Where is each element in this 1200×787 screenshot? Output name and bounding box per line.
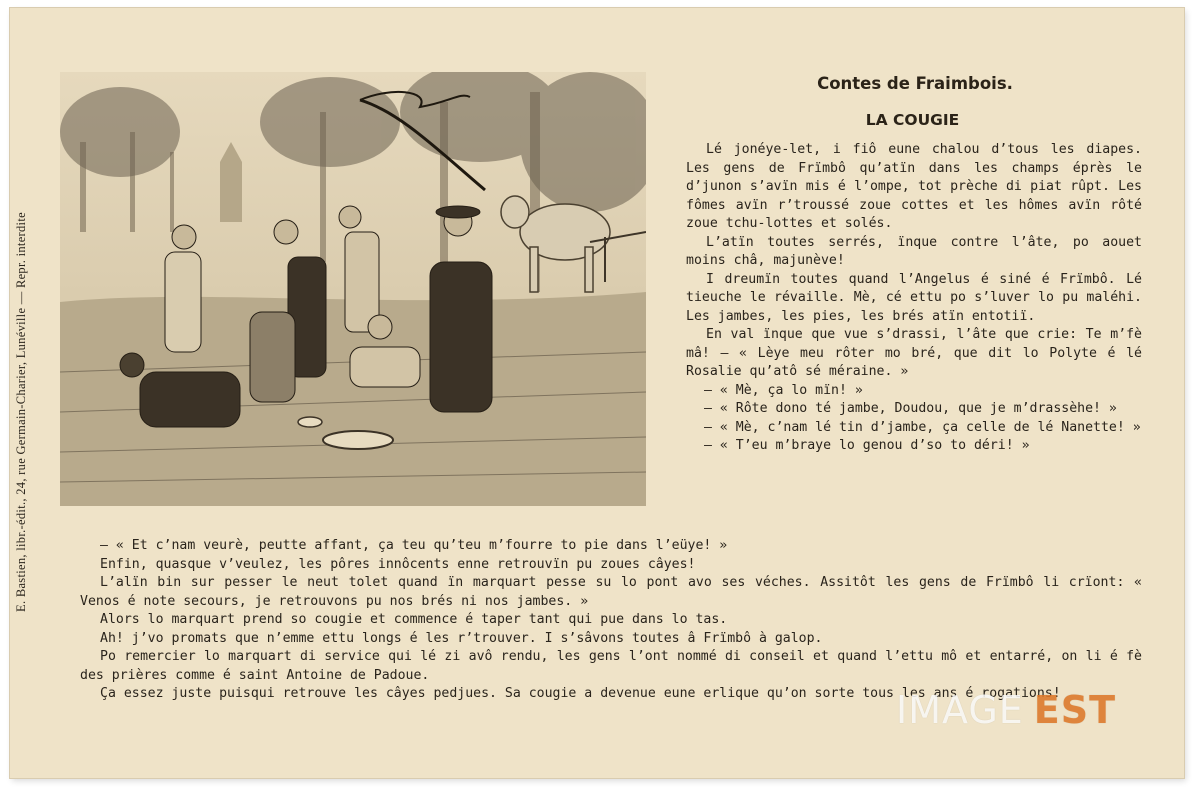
- watermark-text: IMAGE: [896, 688, 1024, 732]
- paragraph: I dreumïn toutes quand l’Angelus é siné é Frïmbô. Lé tieuche le révaille. Mè, cé ettu po s’luver lo pu maléhi. Les jambes, les pies, les brés atïn entotiï.: [686, 271, 1142, 324]
- paragraph: Alors lo marquart prend so cougie et commence é taper tant qui pue dans lo tas.: [100, 612, 728, 627]
- paragraph: Lé jonéye-let, i fiô eune chalou d’tous les diapes. Les gens de Frïmbô qu’atïn dans les champs éprès le d’junon s’avïn mis é l’ompe, tot prèche di piat rûpt. Les fômes avïn r’troussé zoue cottes et les hômes avïn rôté zoue tchu-lottes et solés.: [686, 142, 1142, 231]
- story-title: LA COUGIE: [865, 111, 960, 129]
- paragraph: L’atïn toutes serrés, ïnque contre l’âte, po aouet moins châ, majunève!: [686, 234, 1142, 268]
- paragraph: Po remercier lo marquart di service qui lé zi avô rendu, les gens l’ont nommé di conseil et quand l’ettu mô et entarré, on li é fè des prières comme é saint Antoine de Padoue.: [80, 649, 1142, 683]
- illustration: [60, 72, 646, 506]
- story-collection-title: Contes de Fraimbois.: [817, 74, 1013, 93]
- dialogue-line: — « T’eu m’braye lo genou d’so to déri! »: [704, 438, 1030, 453]
- paragraph: L’alïn bin sur pesser le neut tolet quand ïn marquart pesse su lo pont avo ses véches. Assitôt les gens de Frïmbô li crïont: « Venos é note secours, je retrouvons pu nos brés ni nos jambes. »: [80, 575, 1142, 609]
- paragraph: Ah! j’vo promats que n’emme ettu longs é les r’trouver. I s’sâvons toutes â Frïmbô à galop.: [100, 630, 823, 646]
- right-column-text: [686, 141, 1142, 456]
- paragraph: En val ïnque que vue s’drassi, l’âte que crie: Te m’fè mâ! — « Lèye meu rôter mo bré, que dit lo Polyte é lé Rosalie qu’atô sé méraine. »: [686, 327, 1142, 379]
- watermark-text-accent: EST: [1033, 688, 1117, 732]
- dialogue-line: — « Mè, c’nam lé tin d’jambe, ça celle de lé Nanette! »: [704, 419, 1141, 435]
- paragraph: Enfin, quasque v’veulez, les pôres innôcents enne retrouvïn pu zoues câyes!: [100, 556, 696, 572]
- watermark-logo: [896, 685, 1156, 735]
- paragraph: Ça essez juste puisqui retrouve les câyes pedjues. Sa cougie a devenue eune erlique qu’on sorte tous les ans é rogations!: [100, 686, 1061, 701]
- full-width-text: [80, 537, 1142, 704]
- dialogue-line: — « Rôte dono té jambe, Doudou, que je m’drassèhe! »: [704, 401, 1117, 416]
- field-scene-drawing: [60, 72, 646, 506]
- dialogue-line: — « Mè, ça lo mïn! »: [704, 382, 863, 398]
- publisher-line: E. Bastien, libr.-édit., 24, rue Germain-Charier, Lunéville — Repr. interdite: [14, 212, 28, 612]
- paragraph: — « Et c’nam veurè, peutte affant, ça teu qu’teu m’fourre to pie dans l’eüye! »: [100, 538, 728, 553]
